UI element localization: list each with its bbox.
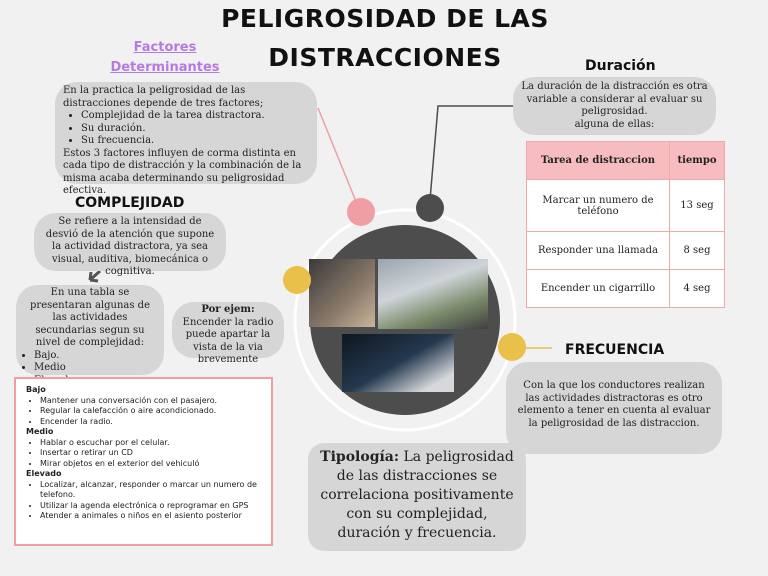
duracion-table bbox=[526, 141, 725, 308]
factores-heading: Factores Determinantes bbox=[110, 40, 220, 75]
list-item: • Medio bbox=[34, 362, 158, 375]
factores-list bbox=[63, 110, 309, 148]
duracion-sub: alguna de ellas: bbox=[574, 118, 655, 130]
dark-dot bbox=[416, 194, 444, 222]
duracion-description: La duración de la distracción es otra variable a considerar al evaluar su peligrosidad. bbox=[521, 81, 708, 117]
list-item: • Hablar o escuchar por el celular. bbox=[40, 438, 261, 449]
factores-bubble bbox=[55, 82, 317, 196]
duracion-bubble bbox=[513, 77, 716, 135]
complejidad-heading: COMPLEJIDAD bbox=[75, 195, 185, 211]
complejidad-table-intro: En una tabla se presentaran algunas de las actividades secundarias segun su nivel de complejidad: bbox=[30, 287, 150, 348]
list-item: • Utilizar la agenda electrónica o reprogramar en GPS bbox=[40, 501, 261, 512]
list-item: • Atender a animales o niños en el asiento posterior bbox=[40, 511, 261, 522]
tipologia-label: Tipología: bbox=[320, 449, 400, 465]
photo-driver-eating bbox=[378, 259, 488, 329]
level-heading: Medio bbox=[26, 427, 54, 436]
list-item: • Insertar o retirar un CD bbox=[40, 448, 261, 459]
page-title: PELIGROSIDAD DE LAS DISTRACCIONES bbox=[221, 4, 549, 72]
duracion-heading: Duración bbox=[585, 58, 656, 74]
pink-connector bbox=[318, 108, 357, 204]
list-item: • Mantener una conversación con el pasajero. bbox=[40, 396, 261, 407]
factores-intro: En la practica la peligrosidad de las distracciones depende de tres factores; bbox=[63, 85, 264, 109]
table-row: Encender un cigarrillo 4 seg bbox=[527, 270, 725, 308]
photo-driver-texting bbox=[342, 334, 454, 392]
tipologia-bubble bbox=[308, 443, 526, 551]
level-heading: Elevado bbox=[26, 469, 62, 478]
table-header-task: Tarea de distraccion bbox=[527, 142, 670, 180]
duracion-table-wrap bbox=[526, 141, 725, 308]
yellow-dot-right bbox=[498, 333, 526, 361]
complexity-levels-box bbox=[14, 377, 273, 546]
dark-connector bbox=[430, 106, 515, 200]
level-heading: Bajo bbox=[26, 385, 46, 394]
frecuencia-description: Con la que los conductores realizan las actividades distractoras es otro elemento a tener en cuenta al evaluar la peligrosidad de las distraccion. bbox=[517, 380, 711, 429]
example-label: Por ejem: bbox=[201, 304, 255, 315]
frecuencia-bubble bbox=[506, 362, 722, 454]
table-header-time: tiempo bbox=[670, 142, 725, 180]
example-bubble bbox=[172, 302, 284, 365]
list-item: • Bajo. bbox=[34, 350, 158, 363]
example-text: Encender la radio puede apartar la vista de la via brevemente bbox=[182, 316, 274, 365]
tipologia-text: La peligrosidad de las distracciones se correlaciona positivamente con su complejidad, duración y frecuencia. bbox=[320, 449, 514, 541]
yellow-dot-left bbox=[283, 266, 311, 294]
frecuencia-heading: FRECUENCIA bbox=[565, 342, 665, 358]
list-item: • Regular la calefacción o aire acondicionado. bbox=[40, 406, 261, 417]
complejidad-levels-bubble bbox=[16, 285, 164, 375]
list-item: • Su frecuencia. bbox=[81, 135, 309, 148]
level-list bbox=[26, 396, 261, 428]
factores-outro: Estos 3 factores influyen de corma distinta en cada tipo de distracción y la combinación de la misma acaba determinando su peligrosidad efectiva. bbox=[63, 147, 302, 196]
list-item: • Mirar objetos en el exterior del vehiculó bbox=[40, 459, 261, 470]
list-item: • Localizar, alcanzar, responder o marcar un numero de telefono. bbox=[40, 480, 261, 501]
list-item: • Encender la radio. bbox=[40, 417, 261, 428]
list-item: • Complejidad de la tarea distractora. bbox=[81, 110, 309, 123]
pink-dot bbox=[347, 198, 375, 226]
list-item: • Su duración. bbox=[81, 123, 309, 136]
table-row: Marcar un numero de teléfono 13 seg bbox=[527, 180, 725, 232]
level-list bbox=[26, 438, 261, 470]
photo-woman-phone bbox=[309, 259, 375, 327]
complejidad-bubble bbox=[34, 213, 226, 277]
table-row: Responder una llamada 8 seg bbox=[527, 232, 725, 270]
level-list bbox=[26, 480, 261, 522]
complejidad-description: Se refiere a la intensidad de desvió de la atención que supone la actividad distractora, ya sea visual, auditiva, biomecánica o cognitiva. bbox=[45, 216, 215, 277]
